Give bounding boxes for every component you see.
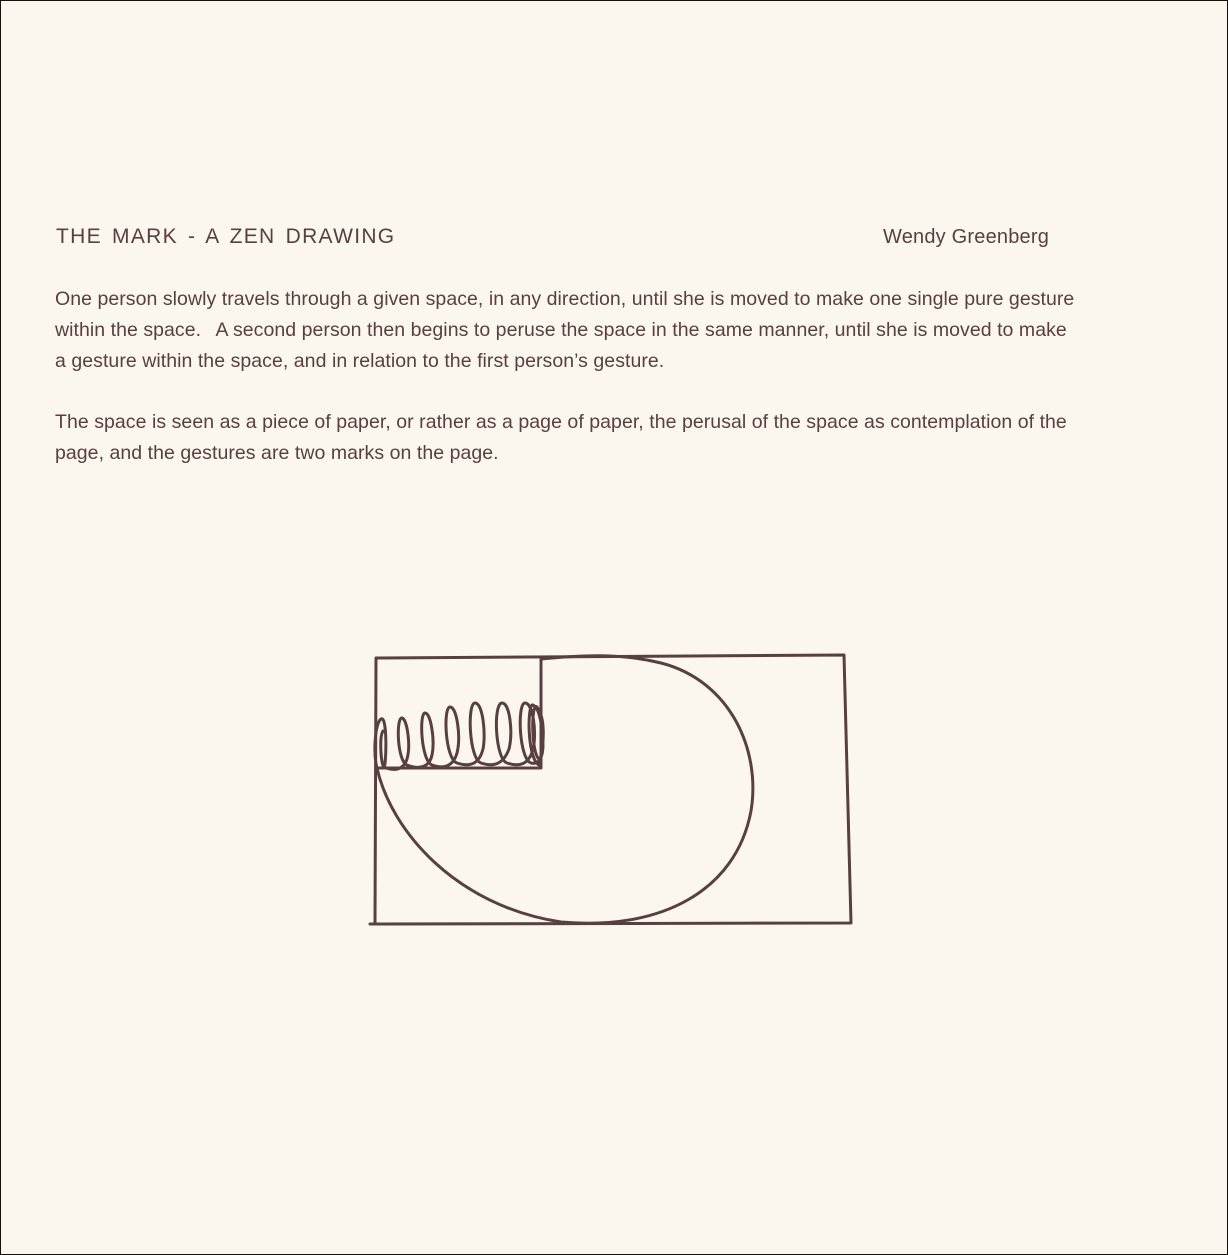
paragraph-2-line-2: page, and the gestures are two marks on the page.: [55, 442, 499, 464]
zen-drawing-svg: [361, 641, 871, 941]
first-gesture-mark: [375, 703, 543, 769]
page-frame: [370, 655, 851, 924]
paragraph-1-line-1: One person slowly travels through a given space, in any direction, until she is moved to make one single pure gesture: [55, 288, 1075, 310]
paragraph-instructions: [55, 284, 1205, 377]
paragraph-interpretation: [55, 407, 1205, 469]
paragraph-1-line-2: [55, 315, 1205, 346]
author-name: Wendy Greenberg: [883, 226, 1050, 248]
paragraph-1-line-2-end: A second person then begins to peruse the space in the same manner, until she is moved to make: [215, 319, 1067, 341]
second-gesture-mark: [377, 656, 753, 924]
paragraph-1-line-3: a gesture within the space, and in relation to the first person’s gesture.: [55, 350, 665, 372]
paragraph-2-line-1: The space is seen as a piece of paper, or rather as a page of paper, the perusal of the space as contemplation of the: [55, 411, 1067, 433]
paragraph-1-line-2-start: within the space.: [55, 319, 202, 341]
page-title: THE MARK - A ZEN DRAWING: [56, 225, 396, 248]
zen-drawing: [361, 641, 871, 941]
